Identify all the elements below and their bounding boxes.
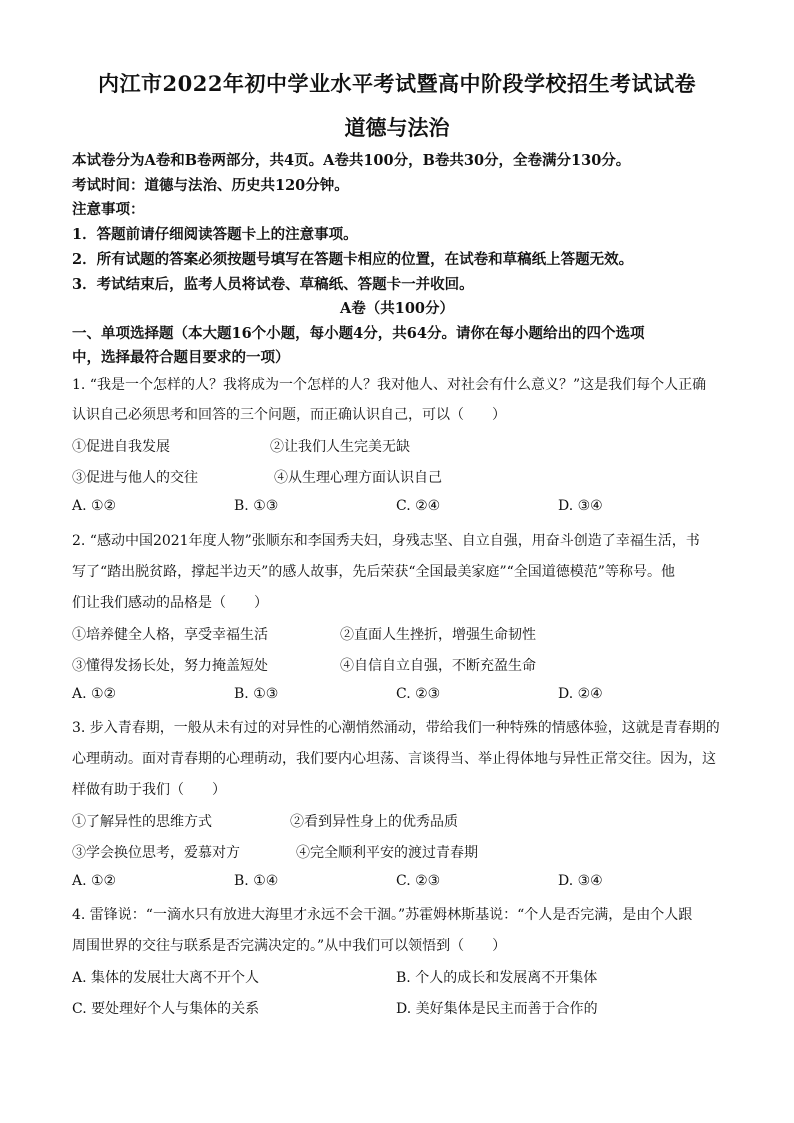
question-1-item: ①促进自我发展 <box>72 439 170 455</box>
notice-item: 3．考试结束后，监考人员将试卷、草稿纸、答题卡一并收回。 <box>72 276 474 293</box>
question-1-choice-b: B. ①③ <box>234 498 279 514</box>
question-3-text: 3. 步入青春期，一般从未有过的对异性的心潮悄然涌动，带给我们一种特殊的情感体验，这就是青春期的 <box>72 720 720 736</box>
question-3-text: 样做有助于我们（ ） <box>72 782 226 798</box>
question-1-choice-d: D. ③④ <box>558 498 603 514</box>
question-2-item: ③懂得发扬长处，努力掩盖短处 <box>72 658 268 674</box>
part1-heading: 一、单项选择题（本大题16个小题，每小题4分，共64分。请你在每小题给出的四个选项 <box>72 325 645 342</box>
question-1-choice-c: C. ②④ <box>396 498 441 514</box>
question-2-text: 写了“踏出脱贫路，撑起半边天”的感人故事，先后荣获“全国最美家庭”“全国道德模范”等称号。他 <box>72 564 675 580</box>
question-3-item: ①了解异性的思维方式 <box>72 814 212 830</box>
question-1-choice-a: A. ①② <box>72 498 117 514</box>
question-1-text: 认识自己必须思考和回答的三个问题，而正确认识自己，可以（ ） <box>72 407 506 423</box>
question-4-choice-d: D. 美好集体是民主而善于合作的 <box>396 1001 598 1017</box>
notice-item: 2．所有试题的答案必须按题号填写在答题卡相应的位置，在试卷和草稿纸上答题无效。 <box>72 251 634 268</box>
question-1-text: 1. “我是一个怎样的人？我将成为一个怎样的人？我对他人、对社会有什么意义？”这是我们每个人正确 <box>72 377 707 393</box>
question-2-item: ②直面人生挫折，增强生命韧性 <box>340 627 536 643</box>
question-3-item: ④完全顺利平安的渡过青春期 <box>296 845 478 861</box>
question-4-choice-b: B. 个人的成长和发展离不开集体 <box>396 970 598 986</box>
part1-heading-cont: 中，选择最符合题目要求的一项） <box>72 349 290 366</box>
question-1-item: ③促进与他人的交往 <box>72 470 198 486</box>
intro-line-1: 本试卷分为A卷和B卷两部分，共4页。A卷共100分，B卷共30分，全卷满分130分。 <box>72 152 631 169</box>
question-3-choice-d: D. ③④ <box>558 873 603 889</box>
question-3-choice-c: C. ②③ <box>396 873 441 889</box>
section-a-title: A卷（共100分） <box>339 300 455 317</box>
exam-title: 内江市2022年初中学业水平考试暨高中阶段学校招生考试试卷 <box>98 71 696 96</box>
notice-title: 注意事项： <box>72 201 145 218</box>
question-2-text: 2. “感动中国2021年度人物”张顺东和李国秀夫妇，身残志坚、自立自强，用奋斗创造了幸福生活，书 <box>72 533 700 549</box>
question-2-choice-a: A. ①② <box>72 686 117 702</box>
question-2-choice-c: C. ②③ <box>396 686 441 702</box>
question-4-choice-c: C. 要处理好个人与集体的关系 <box>72 1001 260 1017</box>
question-1-item: ④从生理心理方面认识自己 <box>274 470 442 486</box>
subject-title: 道德与法治 <box>344 115 450 140</box>
question-4-choice-a: A. 集体的发展壮大离不开个人 <box>72 970 260 986</box>
question-2-choice-d: D. ②④ <box>558 686 603 702</box>
question-3-item: ③学会换位思考，爱慕对方 <box>72 845 240 861</box>
question-3-choice-a: A. ①② <box>72 873 117 889</box>
question-3-choice-b: B. ①④ <box>234 873 279 889</box>
question-3-text: 心理萌动。面对青春期的心理萌动，我们要内心坦荡、言谈得当、举止得体地与异性正常交往。因为，这 <box>72 751 716 767</box>
question-3-item: ②看到异性身上的优秀品质 <box>290 814 458 830</box>
question-2-item: ④自信自立自强，不断充盈生命 <box>340 658 536 674</box>
question-4-text: 周围世界的交往与联系是否完满决定的。”从中我们可以领悟到（ ） <box>72 938 507 954</box>
question-2-item: ①培养健全人格，享受幸福生活 <box>72 627 268 643</box>
question-4-text: 4. 雷锋说：“一滴水只有放进大海里才永远不会干涸。”苏霍姆林斯基说：“个人是否完满，是由个人跟 <box>72 907 693 923</box>
question-1-item: ②让我们人生完美无缺 <box>270 439 410 455</box>
notice-item: 1．答题前请仔细阅读答题卡上的注意事项。 <box>72 226 358 243</box>
question-2-text: 们让我们感动的品格是（ ） <box>72 595 268 611</box>
question-2-choice-b: B. ①③ <box>234 686 279 702</box>
intro-line-2: 考试时间：道德与法治、历史共120分钟。 <box>72 177 349 194</box>
